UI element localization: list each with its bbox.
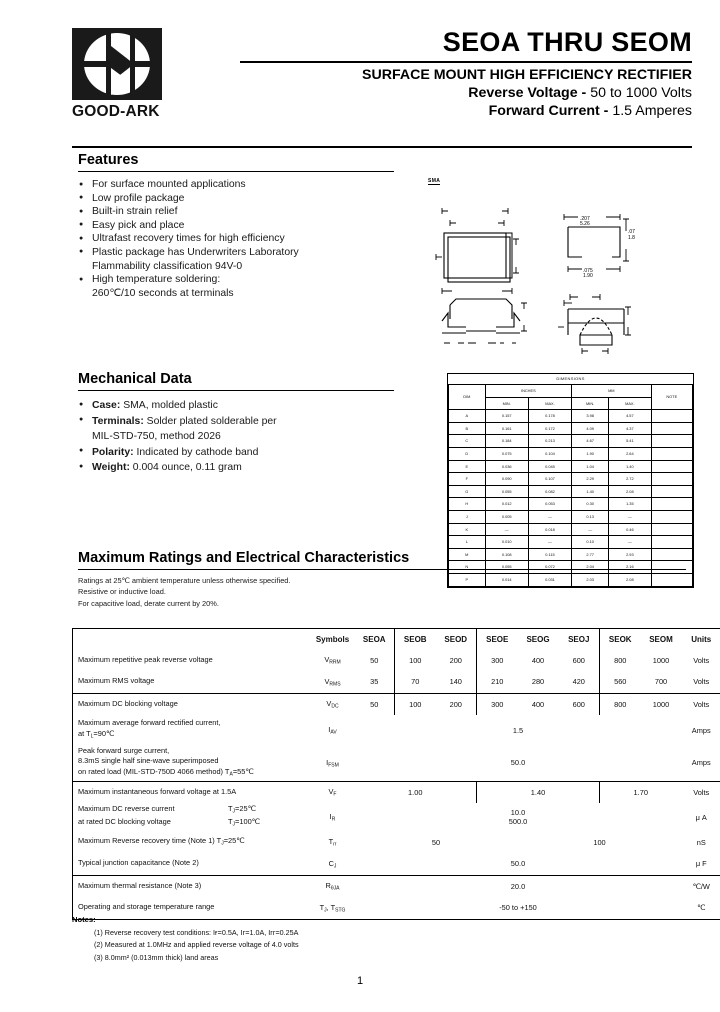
dimension-letter: G xyxy=(449,485,486,498)
inches-min: 0.010 xyxy=(485,536,528,549)
mechanical-item xyxy=(78,398,398,414)
ratings-value-group: 50 xyxy=(431,837,441,847)
dimension-note xyxy=(651,435,692,448)
mechanical-data-divider xyxy=(78,390,394,391)
package-outline-drawing xyxy=(420,175,692,361)
ratings-value: 600 xyxy=(572,655,585,665)
inches-max: — xyxy=(528,510,571,523)
mm-min: 2.77 xyxy=(572,548,609,561)
mm-max: 1.40 xyxy=(609,460,651,473)
svg-text:.075: .075 xyxy=(583,268,593,274)
ratings-row-symbol xyxy=(311,853,355,875)
ratings-row xyxy=(73,649,720,671)
header-bottom-rule xyxy=(72,146,692,148)
ratings-row xyxy=(73,745,720,781)
dimension-note xyxy=(651,510,692,523)
mechanical-item-text: Indicated by cathode band xyxy=(133,446,259,458)
dimension-note xyxy=(651,485,692,498)
dimension-letter: F xyxy=(449,473,486,486)
ratings-desc-header xyxy=(73,629,311,650)
ratings-col-header: Symbols xyxy=(315,634,350,644)
ratings-row-symbol xyxy=(311,693,355,715)
ratings-value-group: 1.00 xyxy=(355,781,477,803)
ratings-note-3: For capacitive load, derate current by 20%. xyxy=(78,598,219,608)
ratings-value: 1000 xyxy=(641,693,682,715)
ratings-col-header: SEOG xyxy=(526,634,550,644)
ratings-value-span: 50.0 xyxy=(510,859,526,869)
inches-max: 0.045 xyxy=(528,460,571,473)
mm-max: 2.93 xyxy=(609,548,651,561)
mechanical-item-text: SMA, molded plastic xyxy=(120,400,218,411)
dimension-row xyxy=(449,447,693,460)
notes-title: Notes: xyxy=(72,915,96,924)
dimension-letter: A xyxy=(449,410,486,423)
feature-item: ● Low profile package xyxy=(78,192,398,206)
ratings-value: 600 xyxy=(559,693,600,715)
inches-max: 0.031 xyxy=(528,573,571,586)
inches-max: 0.172 xyxy=(528,422,571,435)
ratings-row-desc: Maximum Reverse recovery time (Note 1) $T_J=25℃$ xyxy=(78,835,245,846)
ratings-row-desc: Maximum RMS voltage xyxy=(78,676,155,686)
ratings-value-span: 20.0 xyxy=(355,875,682,897)
ratings-value: 210 xyxy=(477,671,518,693)
inches-min: 0.036 xyxy=(485,460,528,473)
mm-min: 0.10 xyxy=(572,536,609,549)
svg-text:5.26: 5.26 xyxy=(580,221,590,227)
mechanical-item xyxy=(78,429,398,445)
mm-col-header: MM xyxy=(572,385,651,398)
mechanical-data-section xyxy=(78,371,398,476)
svg-text:1.90: 1.90 xyxy=(583,273,593,279)
ratings-value: 800 xyxy=(600,649,641,671)
ratings-value: 50 xyxy=(355,693,395,715)
package-drawing-label: SMA xyxy=(428,178,441,184)
symbol: $V_{DC}$ xyxy=(326,699,339,710)
inches-min: 0.108 xyxy=(485,548,528,561)
ratings-value-group: 1.70 xyxy=(600,781,682,803)
ratings-value-group: 1.40 xyxy=(477,781,600,803)
ratings-row-desc: Typical junction capacitance (Note 2) xyxy=(78,858,199,868)
dimension-note xyxy=(651,536,692,549)
ratings-table-wrap xyxy=(72,628,712,920)
mechanical-item xyxy=(78,445,398,461)
inches-min: 0.014 xyxy=(485,573,528,586)
dimension-note xyxy=(651,498,692,511)
feature-item: ● Built-in strain relief xyxy=(78,205,398,219)
mechanical-item-label: Polarity: xyxy=(92,446,134,458)
ratings-value: 420 xyxy=(572,677,585,687)
ratings-value: 35 xyxy=(370,677,379,687)
ratings-row-desc: Operating and storage temperature range xyxy=(78,902,215,912)
ratings-col-header: SEOE xyxy=(477,629,518,650)
dimension-letter: E xyxy=(449,460,486,473)
dimension-letter: C xyxy=(449,435,486,448)
dimension-row xyxy=(449,410,693,423)
mm-max: 1.35 xyxy=(609,498,651,511)
ratings-note-1: Ratings at 25℃ ambient temperature unless otherwise specified. xyxy=(78,576,291,585)
inches-min: 0.075 xyxy=(485,447,528,460)
inches-min-header: MIN. xyxy=(485,397,528,410)
ratings-row-symbol xyxy=(311,803,355,831)
ratings-row-desc: Maximum DC reverse current $T_J=25℃$ at rated DC blocking voltage $T_J=100℃$ xyxy=(78,804,260,828)
mechanical-item-text: MIL-STD-750, method 2026 xyxy=(92,431,221,443)
ratings-value: 70 xyxy=(395,671,436,693)
mm-min: 4.67 xyxy=(572,435,609,448)
mm-max-header: MAX. xyxy=(609,397,651,410)
mm-min: 3.98 xyxy=(572,410,609,423)
mm-min-header: MIN. xyxy=(572,397,609,410)
inches-min: 0.005 xyxy=(485,510,528,523)
ratings-row xyxy=(73,693,720,715)
dimension-letter: J xyxy=(449,510,486,523)
symbol: $I_{FSM}$ xyxy=(326,757,339,768)
ratings-unit: ℃/W xyxy=(682,875,720,897)
dimension-row xyxy=(449,523,693,536)
ratings-title: Maximum Ratings and Electrical Characteristics xyxy=(78,550,410,566)
package-views-svg xyxy=(420,175,692,361)
mm-min: 0.30 xyxy=(572,498,609,511)
dimension-row xyxy=(449,498,693,511)
ratings-row-desc: Maximum repetitive peak reverse voltage xyxy=(78,654,213,664)
ratings-row-desc: Maximum average forward rectified current, at $T_L=90℃$ xyxy=(78,718,221,740)
dimension-row xyxy=(449,460,693,473)
dim-col-header: DIM xyxy=(449,385,486,410)
dimension-letter: L xyxy=(449,536,486,549)
ratings-value: 100 xyxy=(395,693,436,715)
ratings-value: 560 xyxy=(600,671,641,693)
inches-max: 0.072 xyxy=(528,561,571,574)
inches-max: 0.104 xyxy=(528,447,571,460)
reverse-voltage-value: 50 to 1000 Volts xyxy=(590,84,692,101)
title-divider xyxy=(240,61,692,63)
ratings-row-desc: Maximum DC blocking voltage xyxy=(73,693,311,715)
ratings-value: 100 xyxy=(395,649,436,671)
ratings-row-symbol xyxy=(311,715,355,745)
ratings-divider xyxy=(78,569,686,570)
ratings-unit: μ A xyxy=(695,812,707,822)
ratings-value: 400 xyxy=(518,693,559,715)
ratings-row-symbol: $T_J$, $T_{STG}$ xyxy=(319,902,346,913)
company-logo xyxy=(72,28,180,121)
dimension-letter: P xyxy=(449,573,486,586)
ratings-section xyxy=(78,550,692,609)
inches-max: 0.178 xyxy=(528,410,571,423)
inches-min: 0.090 xyxy=(485,473,528,486)
symbol: $T_{rr}$ xyxy=(328,836,337,848)
inches-min: 0.012 xyxy=(485,498,528,511)
note-item-1: (1) Reverse recovery test conditions: Iғ=0.5A, Iг=1.0A, Iгг=0.25A xyxy=(94,928,299,937)
ratings-col-header: SEOK xyxy=(600,629,641,650)
features-divider xyxy=(78,171,394,172)
mm-max: 4.57 xyxy=(609,410,651,423)
feature-item: ● Easy pick and place xyxy=(78,219,398,233)
ratings-row xyxy=(73,875,720,897)
ratings-row-symbol xyxy=(311,831,355,853)
page-header xyxy=(72,28,692,146)
ratings-row-symbol xyxy=(311,745,355,781)
mm-max: 2.08 xyxy=(609,573,651,586)
ratings-value: 800 xyxy=(600,693,641,715)
ratings-table xyxy=(72,628,720,920)
symbol: $I_{AV}$ xyxy=(328,724,337,736)
ratings-unit: nS xyxy=(696,837,706,847)
inches-max: 0.053 xyxy=(528,498,571,511)
ratings-row-symbol xyxy=(311,649,355,671)
ratings-value: 140 xyxy=(449,677,462,687)
ratings-value: 280 xyxy=(531,677,545,687)
ratings-row xyxy=(73,831,720,853)
symbol: $V_F$ xyxy=(328,787,337,798)
ratings-value: 300 xyxy=(477,693,518,715)
feature-item: ● High temperature soldering: xyxy=(78,273,398,287)
forward-current-value: 1.5 Amperes xyxy=(612,102,692,119)
inches-min: — xyxy=(485,523,528,536)
dimension-note xyxy=(651,460,692,473)
ratings-value: 200 xyxy=(449,655,462,665)
ratings-col-header: SEOB xyxy=(395,629,436,650)
ratings-value: 300 xyxy=(477,649,518,671)
dimension-row xyxy=(449,435,693,448)
ratings-value: 400 xyxy=(531,655,545,665)
ratings-value-span: 1.5 xyxy=(512,725,524,735)
mm-min: 1.04 xyxy=(572,460,609,473)
dimension-row xyxy=(449,485,693,498)
feature-item: Flammability classification 94V-0 xyxy=(92,260,243,272)
svg-text:.07: .07 xyxy=(628,229,635,235)
mechanical-item xyxy=(78,460,398,476)
inches-max: 0.018 xyxy=(528,523,571,536)
page-number: 1 xyxy=(356,975,364,987)
feature-item: 260℃/10 seconds at terminals xyxy=(92,287,234,299)
features-section xyxy=(78,152,398,300)
mm-min: 2.29 xyxy=(572,473,609,486)
symbol: $C_J$ xyxy=(328,858,337,869)
dimension-row xyxy=(449,510,693,523)
mechanical-item-label: Weight: xyxy=(92,462,130,474)
ratings-col-header: Units xyxy=(691,634,712,644)
dimension-letter: D xyxy=(449,447,486,460)
features-title: Features xyxy=(78,152,139,168)
dim-table-caption: DIMENSIONS xyxy=(449,374,693,385)
logo-mark xyxy=(72,28,162,100)
mm-max: 2.08 xyxy=(609,485,651,498)
ratings-unit: μ F xyxy=(695,859,707,869)
ratings-note-2: Resistive or inductive load. xyxy=(78,587,166,597)
feature-item: ● Ultrafast recovery times for high efficiency xyxy=(78,232,398,246)
forward-current-label: Forward Current - xyxy=(488,102,613,119)
symbol: $V_{RMS}$ xyxy=(324,676,341,687)
ratings-row xyxy=(73,715,720,745)
note-item-2: (2) Measured at 1.0MHz and applied reverse voltage of 4.0 volts xyxy=(94,940,299,950)
ratings-table-head xyxy=(73,629,720,650)
ratings-value-group: 100 xyxy=(593,837,606,847)
mechanical-item-label: Terminals: xyxy=(92,415,144,427)
mm-min: 4.09 xyxy=(572,422,609,435)
ratings-row-desc: Maximum instantaneous forward voltage at 1.5A xyxy=(73,781,311,803)
symbol: $V_{RRM}$ xyxy=(324,654,341,666)
feature-item: ● Plastic package has Underwriters Laboratory xyxy=(78,246,398,260)
mm-min: 2.03 xyxy=(572,573,609,586)
ratings-col-header: SEOD xyxy=(444,634,468,644)
symbol: $R_{\theta JA}$ xyxy=(325,881,340,892)
symbol: $T_J$ xyxy=(319,902,327,913)
company-name: GOOD-ARK xyxy=(72,103,160,120)
ratings-value-span: -50 to +150 xyxy=(499,903,537,913)
inches-max: — xyxy=(528,536,571,549)
ratings-unit: ℃ xyxy=(697,903,706,913)
ratings-table-body xyxy=(73,649,720,919)
svg-text:.207: .207 xyxy=(580,216,590,222)
inches-min: 0.055 xyxy=(485,561,528,574)
ratings-unit: Volts xyxy=(682,781,720,803)
mechanical-data-list xyxy=(78,398,398,476)
footnotes-section xyxy=(72,915,512,964)
dimension-note xyxy=(651,523,692,536)
dimension-row xyxy=(449,536,693,549)
dimension-row xyxy=(449,422,693,435)
ratings-row-symbol xyxy=(311,781,355,803)
dimension-row xyxy=(449,473,693,486)
page-title: SEOA THRU SEOM xyxy=(442,27,692,57)
dimension-note xyxy=(651,422,692,435)
mm-max: 2.64 xyxy=(609,447,651,460)
inches-min: 0.157 xyxy=(485,410,528,423)
ratings-value-span: 50.0 xyxy=(510,758,526,768)
inches-max-header: MAX. xyxy=(528,397,571,410)
ratings-unit: Amps xyxy=(691,758,711,768)
product-subtitle: SURFACE MOUNT HIGH EFFICIENCY RECTIFIER xyxy=(361,66,692,83)
note-col-header: NOTE xyxy=(651,385,692,410)
inches-min: 0.055 xyxy=(485,485,528,498)
reverse-voltage-label: Reverse Voltage - xyxy=(468,84,591,101)
ratings-unit: Volts xyxy=(693,655,710,665)
mm-max: 4.37 xyxy=(609,422,651,435)
ratings-row xyxy=(73,853,720,875)
inches-min: 0.161 xyxy=(485,422,528,435)
mm-min: 2.04 xyxy=(572,561,609,574)
mechanical-item-text: 0.004 ounce, 0.11 gram xyxy=(129,462,242,474)
ratings-value: 1000 xyxy=(652,655,670,665)
ratings-row-desc: Peak forward surge current, 8.3mS single half sine-wave superimposed on rated load (MIL-STD-750D 4066 method) $T_A=55℃$ xyxy=(78,745,254,778)
ratings-row xyxy=(73,803,720,831)
mm-min: 0.13 xyxy=(572,510,609,523)
mm-min: — xyxy=(572,523,609,536)
ratings-unit: Volts xyxy=(682,693,720,715)
note-item-3: (3) 8.0mm² (0.013mm thick) land areas xyxy=(94,952,219,962)
mechanical-item-text: Solder plated solderable per xyxy=(143,415,277,427)
ratings-unit: Amps xyxy=(691,725,711,735)
ratings-col-header: SEOA xyxy=(362,634,386,644)
ratings-value: 200 xyxy=(436,693,477,715)
dimension-letter: H xyxy=(449,498,486,511)
inches-max: 0.213 xyxy=(528,435,571,448)
dimension-note xyxy=(651,410,692,423)
inches-max: 0.082 xyxy=(528,485,571,498)
mm-max: 5.41 xyxy=(609,435,651,448)
mm-max: — xyxy=(609,536,651,549)
header-titles xyxy=(240,28,692,120)
inches-max: 0.107 xyxy=(528,473,571,486)
mm-min: 1.90 xyxy=(572,447,609,460)
symbol: $I_R$ xyxy=(329,811,336,823)
svg-text:1.8: 1.8 xyxy=(628,235,635,241)
ratings-row-symbol xyxy=(311,875,355,897)
ratings-unit: Volts xyxy=(693,677,710,687)
ratings-row-symbol xyxy=(311,671,355,693)
diode-in-circle-logo-icon xyxy=(72,28,162,100)
mechanical-item xyxy=(78,414,398,430)
dimension-letter: N xyxy=(449,561,486,574)
symbol: $T_{STG}$ xyxy=(330,902,346,913)
feature-item: ● For surface mounted applications xyxy=(78,178,398,192)
ratings-value-span: 10.0 500.0 xyxy=(508,808,528,826)
inches-min: 0.184 xyxy=(485,435,528,448)
mm-max: 2.16 xyxy=(609,561,651,574)
dimension-note xyxy=(651,473,692,486)
dimension-letter: K xyxy=(449,523,486,536)
ratings-row-desc: Maximum thermal resistance (Note 3) xyxy=(73,875,311,897)
mm-max: 2.72 xyxy=(609,473,651,486)
reverse-voltage-line xyxy=(240,84,692,102)
mm-max: — xyxy=(609,510,651,523)
dimension-letter: B xyxy=(449,422,486,435)
features-list xyxy=(78,178,398,300)
dimension-letter: M xyxy=(449,548,486,561)
mechanical-data-title: Mechanical Data xyxy=(78,371,192,387)
ratings-row xyxy=(73,671,720,693)
mm-max: 0.46 xyxy=(609,523,651,536)
ratings-col-header: SEOJ xyxy=(568,634,590,644)
mechanical-item-label: Case: xyxy=(92,400,121,411)
mm-min: 1.40 xyxy=(572,485,609,498)
inches-max: 0.115 xyxy=(528,548,571,561)
ratings-col-header: SEOM xyxy=(649,634,673,644)
ratings-row xyxy=(73,781,720,803)
dimension-note xyxy=(651,447,692,460)
ratings-value: 50 xyxy=(370,655,379,665)
inches-col-header: INCHES xyxy=(485,385,572,398)
ratings-value: 700 xyxy=(654,677,668,687)
forward-current-line xyxy=(240,102,692,120)
